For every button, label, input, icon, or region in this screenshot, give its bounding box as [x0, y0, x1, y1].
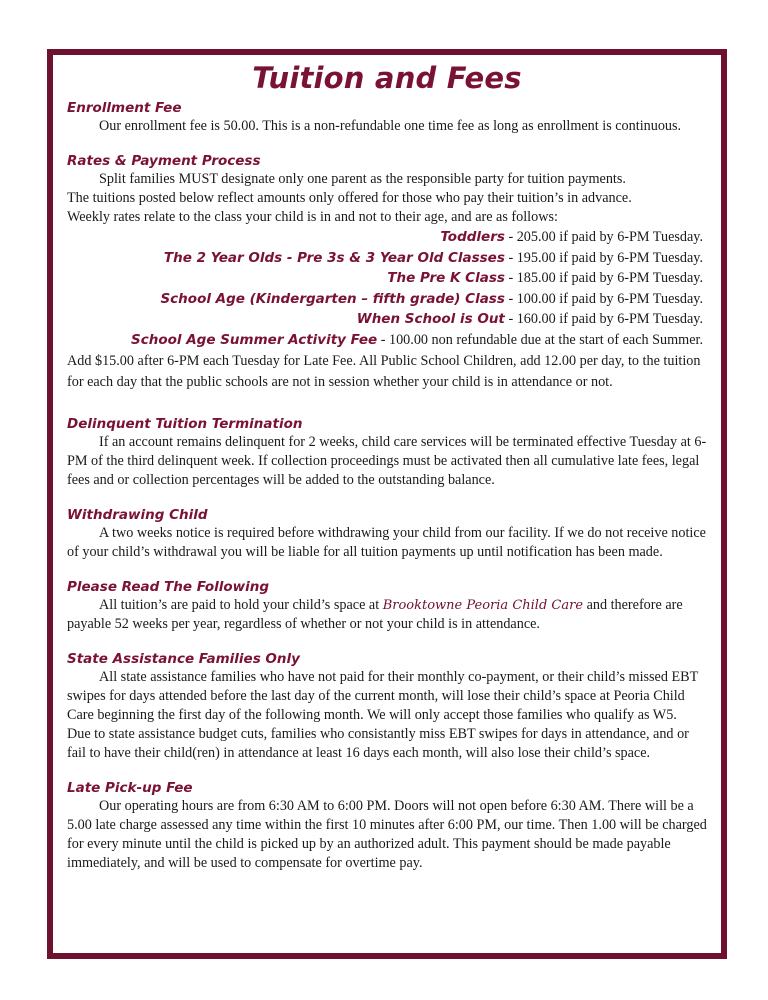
withdrawing-heading: Withdrawing Child: [67, 506, 208, 523]
rate-value: - 160.00 if paid by 6-PM Tuesday.: [504, 311, 703, 328]
delinquent-heading: Delinquent Tuition Termination: [67, 415, 303, 432]
withdrawing-text: A two weeks notice is required before withdrawing your child from our facility. If we do not receive notice of your child’s withdrawal you will be liable for all tuition payments up until notification has been made.: [67, 524, 706, 560]
rate-value: - 185.00 if paid by 6-PM Tuesday.: [504, 270, 703, 287]
rate-value: - 205.00 if paid by 6-PM Tuesday.: [504, 229, 703, 245]
late-heading: Late Pick-up Fee: [67, 779, 193, 796]
center-name: Brooktowne Peoria Child Care: [382, 597, 584, 613]
rate-label: The 2 Year Olds - Pre 3s & 3 Year Old Classes: [163, 249, 505, 266]
rate-value: - 100.00 non refundable due at the start of each Summer.: [377, 331, 703, 348]
rates-list: [67, 227, 709, 351]
please-read-heading: Please Read The Following: [67, 578, 270, 595]
rate-item: [67, 309, 709, 330]
please-read-text-before: All tuition’s are paid to hold your child’s space at: [99, 596, 383, 613]
state-text-2: Due to state assistance budget cuts, families who consistantly miss EBT swipes for days in attendance, and or fail to have their child(ren) in attendance at least 16 days each month, will also lose their child’s space.: [67, 725, 689, 761]
delinquent-text: If an account remains delinquent for 2 weeks, child care services will be terminated effective Tuesday at 6-PM of the third delinquent week. If collection proceedings must be activated then all cumulative late fees, legal fees and or collection percentages will be added to the outstanding balance.: [67, 433, 707, 488]
rate-label: Toddlers: [440, 229, 505, 245]
rate-value: - 195.00 if paid by 6-PM Tuesday.: [504, 249, 703, 266]
please-read-text: [67, 596, 709, 634]
rate-value: - 100.00 if paid by 6-PM Tuesday.: [504, 290, 703, 307]
rate-item: [67, 330, 709, 351]
enrollment-heading: Enrollment Fee: [67, 100, 182, 116]
late-text: Our operating hours are from 6:30 AM to 6:00 PM. Doors will not open before 6:30 AM. There will be a 5.00 late charge assessed any time within the first 10 minutes after 6:00 PM, our time. Then 1.00 will be charged for every minute until the child is picked up by an authorized adult. This payment should be made payable immediately, and will be used to compensate for overtime pay.: [67, 797, 707, 871]
state-heading: State Assistance Families Only: [67, 650, 300, 667]
rates-text-3: Weekly rates relate to the class your child is in and not to their age, and are as follows:: [67, 209, 558, 225]
page-border: [47, 49, 727, 959]
rate-item: [67, 268, 709, 289]
document-body: [67, 99, 709, 873]
rates-text-4: Add $15.00 after 6-PM each Tuesday for Late Fee. All Public School Children, add 12.00 per day, to the tuition for each day that the public schools are not in session whether your child is in attendance or not.: [67, 352, 701, 390]
rate-item: [67, 227, 709, 248]
rates-text-1: Split families MUST designate only one parent as the responsible party for tuition payments.: [99, 171, 626, 187]
rate-item: [67, 248, 709, 269]
state-text-1: All state assistance families who have not paid for their monthly co-payment, or their child’s missed EBT swipes for days attended before the last day of the current month, will lose their child’s space at Peoria Child Care beginning the first day of the following month. We will only accept those families who qualify as W5.: [67, 668, 699, 723]
please-read-text-after: and therefore are payable 52 weeks per year, regardless of whether or not your child is in attendance.: [67, 596, 683, 632]
page-title: Tuition and Fees: [252, 61, 522, 95]
rates-heading: Rates & Payment Process: [67, 153, 261, 169]
enrollment-text: Our enrollment fee is 50.00. This is a non-refundable one time fee as long as enrollment is continuous.: [99, 118, 682, 134]
rate-label: School Age (Kindergarten – fifth grade) Class: [160, 290, 505, 307]
rate-item: [67, 289, 709, 310]
rate-label: When School is Out: [356, 311, 505, 328]
rates-text-2: The tuitions posted below reflect amounts only offered for those who pay their tuition’s in advance.: [67, 190, 632, 206]
rate-label: The Pre K Class: [387, 270, 505, 287]
rate-label: School Age Summer Activity Fee: [131, 331, 378, 348]
